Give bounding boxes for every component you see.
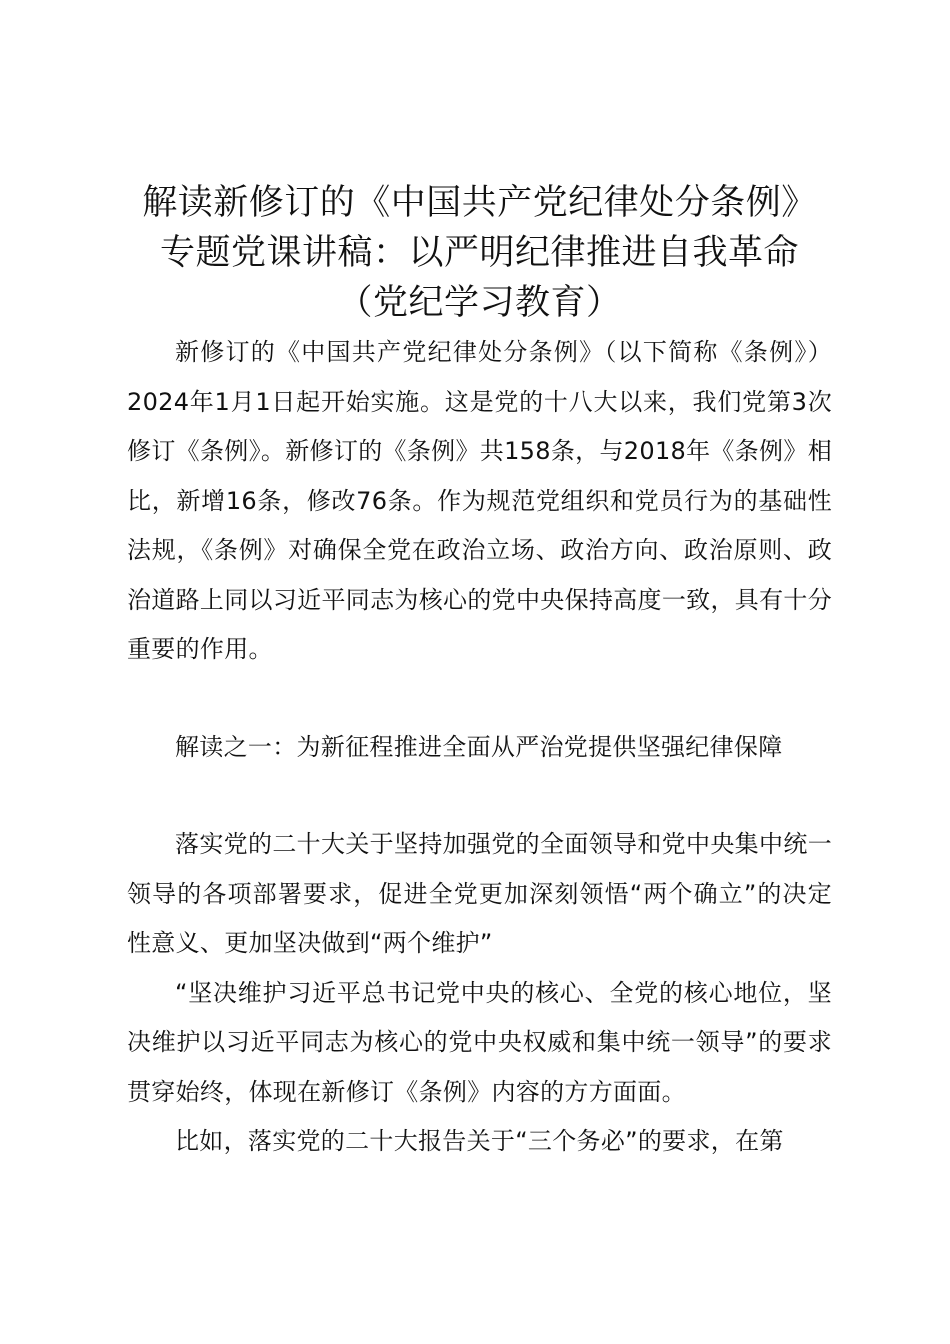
spacer — [127, 772, 832, 820]
intro-paragraph: 新修订的《中国共产党纪律处分条例》（以下简称《条例》）2024年1月1日起开始实施。这是党的十八大以来，我们党第3次修订《条例》。新修订的《条例》共158条，与2018年《条例》相比，新增16条，修改76条。作为规范党组织和党员行为的基础性法规，《条例》对确保全党在政治立场、政治方向、政治原则、政治道路上同以习近平同志为核心的党中央保持高度一致，具有十分重要的作用。 — [127, 338, 832, 663]
spacer — [127, 675, 832, 723]
section-heading: 解读之一：为新征程推进全面从严治党提供坚强纪律保障 — [175, 732, 783, 761]
body-paragraph: 落实党的二十大关于坚持加强党的全面领导和党中央集中统一领导的各项部署要求，促进全党更加深刻领悟“两个确立”的决定性意义、更加坚决做到“两个维护” — [127, 830, 832, 957]
body-paragraph: 比如，落实党的二十大报告关于“三个务必”的要求，在第 — [175, 1127, 784, 1155]
document-body — [127, 178, 832, 1167]
body-paragraph: “坚决维护习近平总书记党中央的核心、全党的核心地位，坚决维护以习近平同志为核心的党中央权威和集中统一领导”的要求贯穿始终，体现在新修订《条例》内容的方方面面。 — [127, 978, 832, 1106]
document-title: 解读新修订的《中国共产党纪律处分条例》专题党课讲稿：以严明纪律推进自我革命（党纪学习教育） — [142, 183, 817, 323]
